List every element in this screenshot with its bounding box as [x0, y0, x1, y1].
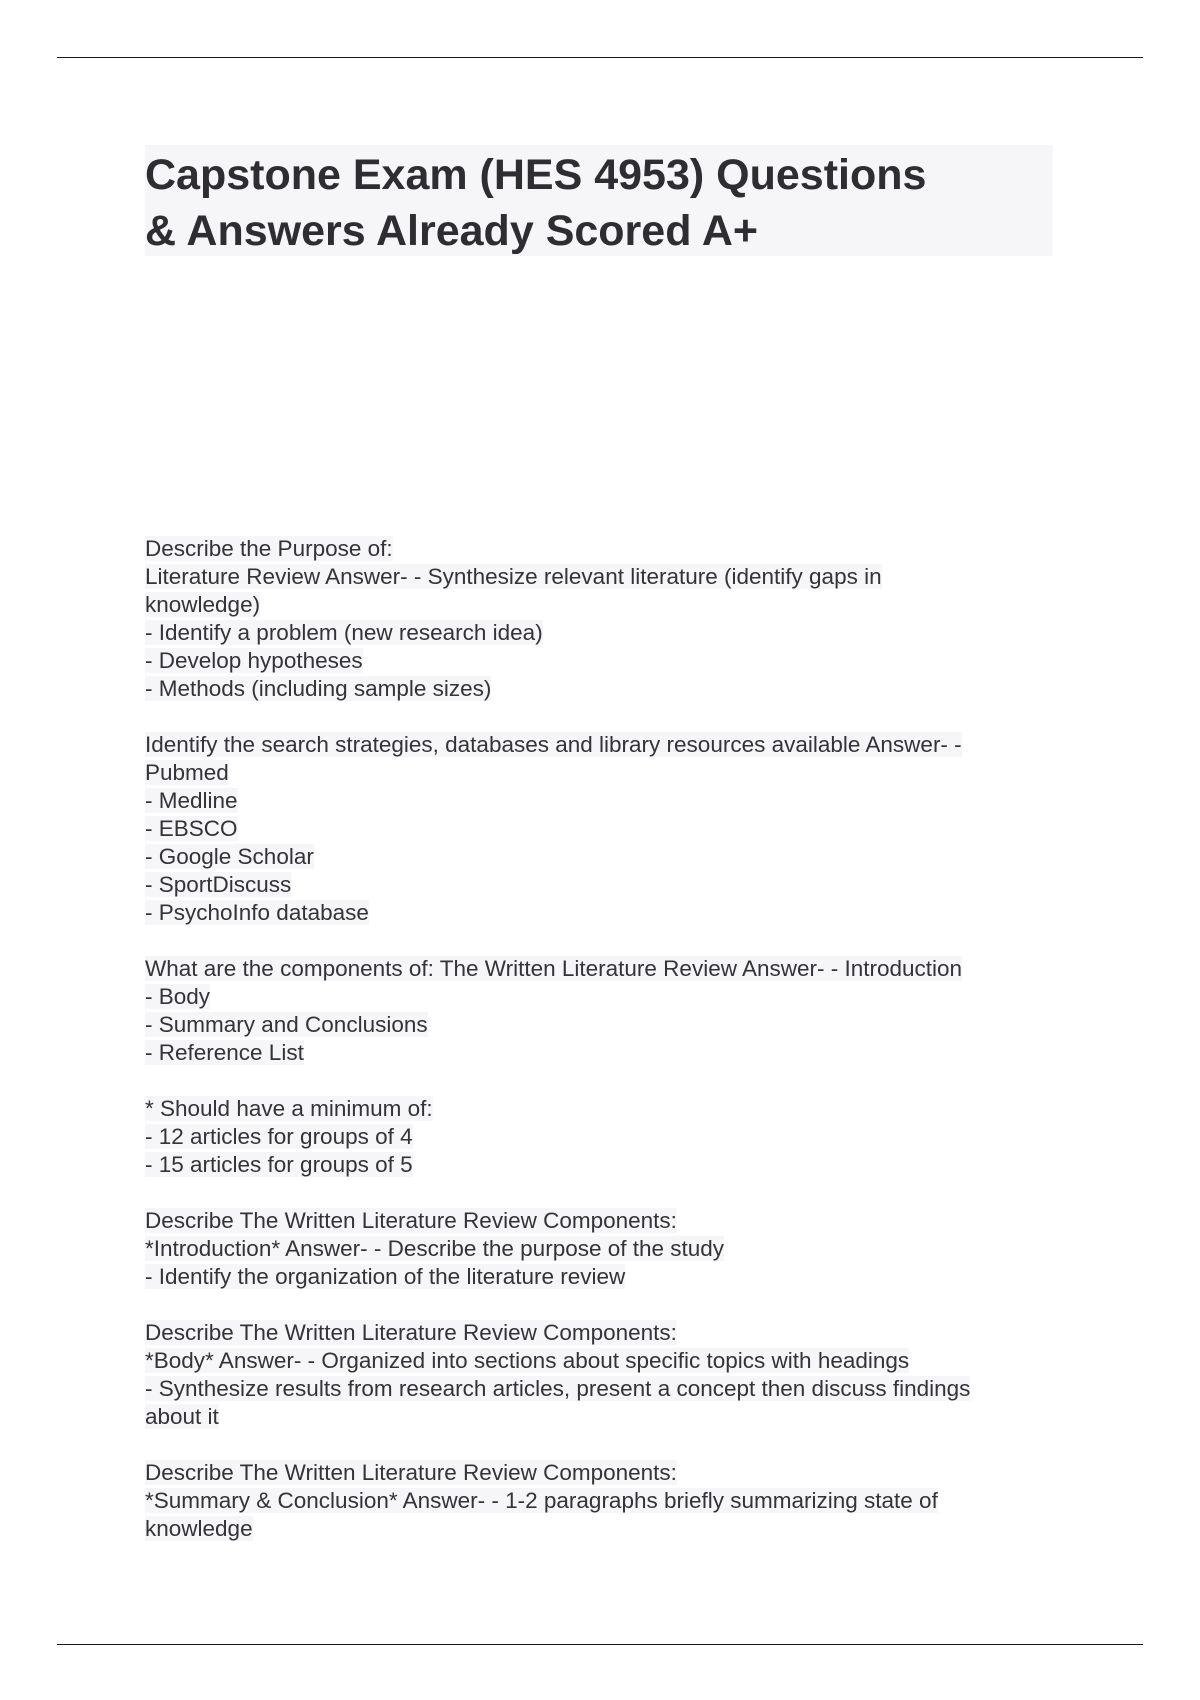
- qa-line-text: Describe The Written Literature Review Components:: [145, 1208, 677, 1233]
- qa-line: [145, 1151, 1065, 1179]
- qa-line-text: Describe The Written Literature Review Components:: [145, 1320, 677, 1345]
- qa-line: [145, 535, 1065, 563]
- qa-line-text: - Identify the organization of the literature review: [145, 1264, 626, 1289]
- qa-line: [145, 843, 1065, 871]
- qa-line-text: about it: [145, 1404, 219, 1429]
- qa-line: [145, 1235, 1065, 1263]
- qa-line: [145, 1123, 1065, 1151]
- qa-line: [145, 1095, 1065, 1123]
- qa-line-text: - Methods (including sample sizes): [145, 676, 492, 701]
- qa-line-text: - Body: [145, 984, 211, 1009]
- qa-line-text: *Introduction* Answer- - Describe the purpose of the study: [145, 1236, 725, 1261]
- qa-block: [145, 1319, 1065, 1431]
- qa-line: [145, 759, 1065, 787]
- qa-line-text: - EBSCO: [145, 816, 238, 841]
- document-title: [145, 147, 1065, 259]
- qa-line: [145, 1207, 1065, 1235]
- qa-line-text: - Develop hypotheses: [145, 648, 363, 673]
- qa-block: [145, 731, 1065, 927]
- qa-line: [145, 1347, 1065, 1375]
- qa-line-text: - PsychoInfo database: [145, 900, 369, 925]
- qa-line: [145, 899, 1065, 927]
- header-rule: [57, 57, 1143, 58]
- qa-line-text: - Medline: [145, 788, 238, 813]
- qa-line-text: - 15 articles for groups of 5: [145, 1152, 413, 1177]
- qa-line: [145, 1375, 1065, 1403]
- qa-line: [145, 619, 1065, 647]
- qa-block: [145, 955, 1065, 1067]
- qa-line-text: Pubmed: [145, 760, 229, 785]
- qa-line: [145, 1459, 1065, 1487]
- qa-line-text: knowledge): [145, 592, 261, 617]
- qa-line-text: - Synthesize results from research articles, present a concept then discuss findings: [145, 1376, 971, 1401]
- footer-rule: [57, 1644, 1143, 1645]
- qa-line: [145, 1263, 1065, 1291]
- qa-line: [145, 871, 1065, 899]
- qa-content: [145, 535, 1065, 1571]
- qa-line: [145, 787, 1065, 815]
- qa-line-text: *Summary & Conclusion* Answer- - 1-2 paragraphs briefly summarizing state of: [145, 1488, 938, 1513]
- qa-line-text: - Reference List: [145, 1040, 304, 1065]
- qa-line: [145, 591, 1065, 619]
- qa-line: [145, 815, 1065, 843]
- qa-line-text: - SportDiscuss: [145, 872, 292, 897]
- qa-line: [145, 1011, 1065, 1039]
- qa-line: [145, 647, 1065, 675]
- qa-line: [145, 955, 1065, 983]
- qa-line-text: * Should have a minimum of:: [145, 1096, 433, 1121]
- qa-line: [145, 1515, 1065, 1543]
- qa-line: [145, 1403, 1065, 1431]
- qa-line: [145, 675, 1065, 703]
- qa-line: [145, 983, 1065, 1011]
- qa-line-text: knowledge: [145, 1516, 253, 1541]
- qa-line: [145, 1319, 1065, 1347]
- qa-line-text: *Body* Answer- - Organized into sections about specific topics with headings: [145, 1348, 910, 1373]
- qa-block: [145, 1095, 1065, 1179]
- qa-line-text: Identify the search strategies, databases and library resources available Answer- -: [145, 732, 962, 757]
- qa-line-text: - Identify a problem (new research idea): [145, 620, 543, 645]
- qa-block: [145, 535, 1065, 703]
- title-line-2: & Answers Already Scored A+: [145, 207, 758, 255]
- qa-block: [145, 1207, 1065, 1291]
- qa-line-text: - 12 articles for groups of 4: [145, 1124, 413, 1149]
- title-block: [145, 145, 1053, 256]
- qa-line-text: - Summary and Conclusions: [145, 1012, 428, 1037]
- qa-line-text: Describe The Written Literature Review Components:: [145, 1460, 677, 1485]
- qa-line: [145, 1039, 1065, 1067]
- qa-line-text: Describe the Purpose of:: [145, 536, 393, 561]
- qa-line: [145, 563, 1065, 591]
- qa-block: [145, 1459, 1065, 1543]
- qa-line: [145, 1487, 1065, 1515]
- qa-line-text: What are the components of: The Written Literature Review Answer- - Introduction: [145, 956, 963, 981]
- qa-line: [145, 731, 1065, 759]
- qa-line-text: Literature Review Answer- - Synthesize relevant literature (identify gaps in: [145, 564, 882, 589]
- qa-line-text: - Google Scholar: [145, 844, 314, 869]
- title-line-1: Capstone Exam (HES 4953) Questions: [145, 151, 927, 199]
